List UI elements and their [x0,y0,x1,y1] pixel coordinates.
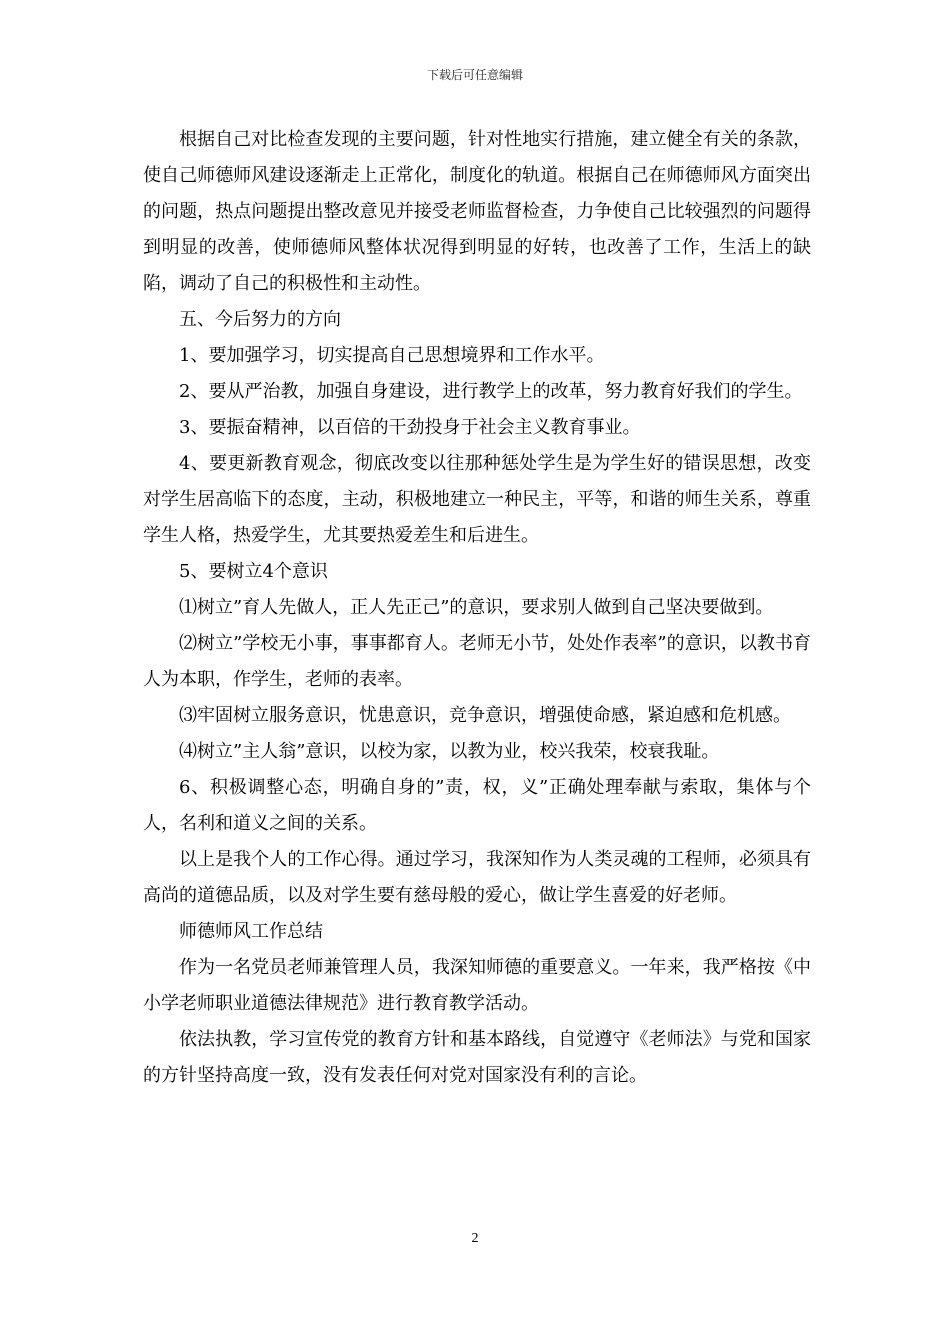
page-number: 2 [471,1231,479,1246]
document-body [143,122,811,1094]
sub-list-item: ⑶牢固树立服务意识，忧患意识，竞争意识，增强使命感，紧迫感和危机感。 [179,705,791,726]
sub-list-item: ⑷树立”主人翁”意识，以校为家，以教为业，校兴我荣，校衰我耻。 [179,741,720,762]
list-item: 6、积极调整心态，明确自身的”责，权，义”正确处理奉献与索取，集体与个人，名利和道义之间的关系。 [143,777,811,834]
paragraph: 依法执教，学习宣传党的教育方针和基本路线，自觉遵守《老师法》与党和国家的方针坚持高度一致，没有发表任何对党对国家没有利的言论。 [143,1029,811,1086]
list-item: 1、要加强学习，切实提高自己思想境界和工作水平。 [179,345,605,366]
paragraph: 作为一名党员老师兼管理人员，我深知师德的重要意义。一年来，我严格按《中小学老师职业道德法律规范》进行教育教学活动。 [143,957,811,1014]
paragraph: 以上是我个人的工作心得。通过学习，我深知作为人类灵魂的工程师，必须具有高尚的道德品质，以及对学生要有慈母般的爱心，做让学生喜爱的好老师。 [143,849,811,906]
list-item: 3、要振奋精神，以百倍的干劲投身于社会主义教育事业。 [179,417,641,438]
sub-list-item: ⑵树立”学校无小事，事事都育人。老师无小节，处处作表率”的意识，以教书育人为本职，作学生，老师的表率。 [143,633,811,690]
list-item: 2、要从严治教，加强自身建设，进行教学上的改革，努力教育好我们的学生。 [179,381,803,402]
list-item: 4、要更新教育观念，彻底改变以往那种惩处学生是为学生好的错误思想，改变对学生居高临下的态度，主动，积极地建立一种民主，平等，和谐的师生关系，尊重学生人格，热爱学生，尤其要热爱差生和后进生。 [143,453,811,546]
section-title: 师德师风工作总结 [179,921,323,942]
page-header: 下载后可任意编辑 [426,68,523,82]
section-heading: 五、今后努力的方向 [179,309,341,330]
paragraph: 根据自己对比检查发现的主要问题，针对性地实行措施，建立健全有关的条款，使自己师德师风建设逐渐走上正常化，制度化的轨道。根据自己在师德师风方面突出的问题，热点问题提出整改意见并接受老师监督检查，力争使自己比较强烈的问题得到明显的改善，使师德师风整体状况得到明显的好转，也改善了工作，生活上的缺陷，调动了自己的积极性和主动性。 [143,129,811,294]
list-item: 5、要树立4个意识 [179,561,328,582]
sub-list-item: ⑴树立”育人先做人，正人先正己”的意识，要求别人做到自己坚决要做到。 [179,597,774,618]
